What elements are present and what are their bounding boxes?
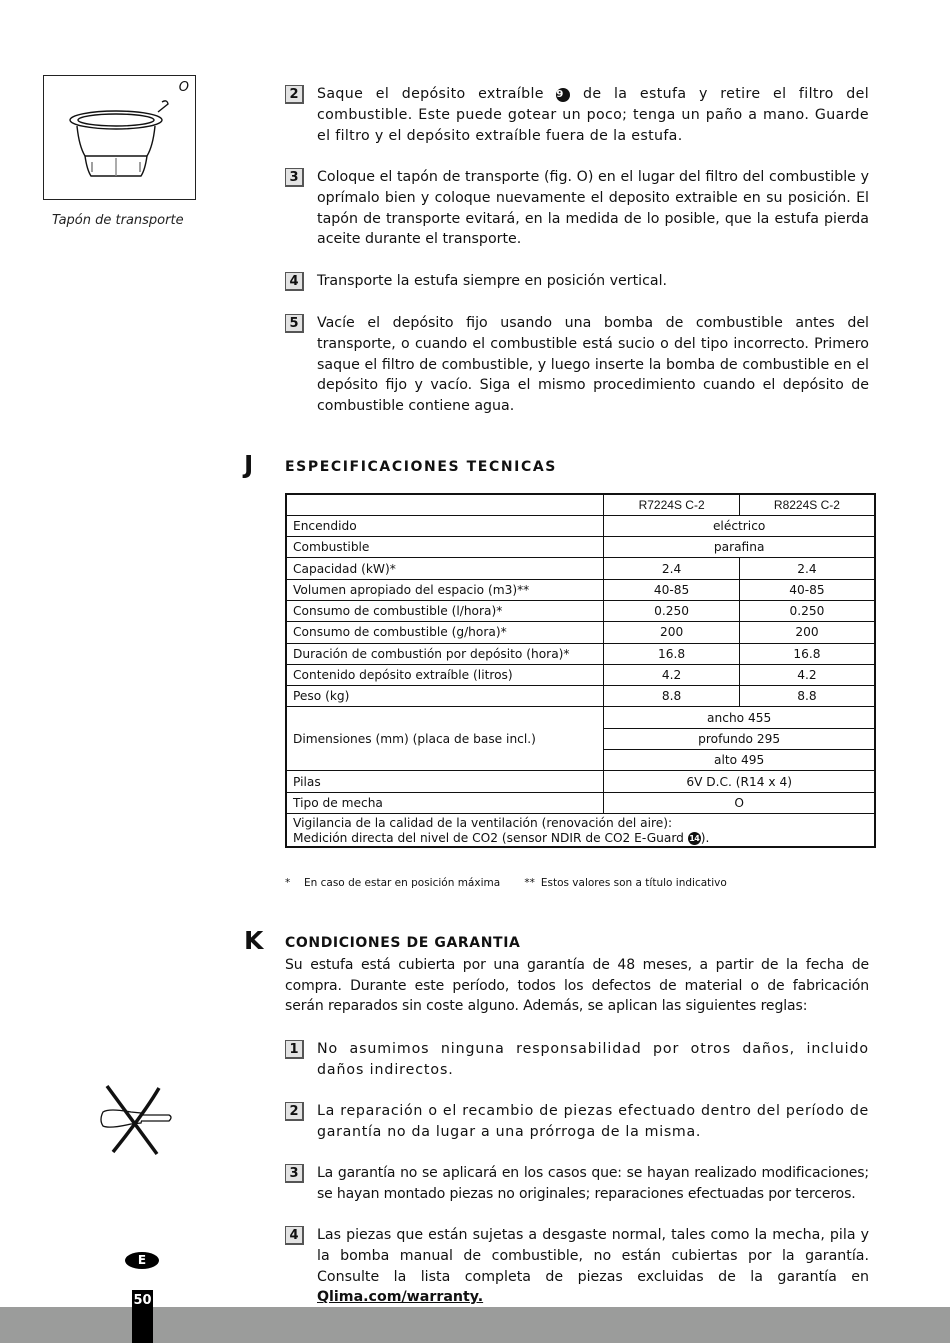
specifications-table bbox=[285, 493, 876, 848]
row-label: Capacidad (kW)* bbox=[286, 558, 604, 579]
row-value: 8.8 bbox=[739, 686, 875, 707]
table-row-dimensions bbox=[286, 707, 875, 728]
section-k-title: CONDICIONES DE GARANTIA bbox=[285, 935, 521, 951]
dimension-depth: profundo 295 bbox=[604, 728, 875, 749]
row-label: Combustible bbox=[286, 537, 604, 558]
figure-letter: O bbox=[178, 80, 189, 95]
row-label: Volumen apropiado del espacio (m3)** bbox=[286, 579, 604, 600]
row-value: 4.2 bbox=[604, 664, 740, 685]
row-label: Consumo de combustible (g/hora)* bbox=[286, 622, 604, 643]
part-ref-9-icon: 9 bbox=[556, 88, 570, 102]
rule-number: 2 bbox=[285, 1102, 304, 1121]
figure-o-box bbox=[43, 75, 196, 200]
row-value: 8.8 bbox=[604, 686, 740, 707]
row-value: 0.250 bbox=[739, 600, 875, 621]
step-4 bbox=[285, 271, 869, 292]
section-k-letter: K bbox=[244, 926, 264, 955]
step-text: Coloque el tapón de transporte (fig. O) en el lugar del filtro del combustible y oprímalo bien y coloque nuevamente el deposito extraible en su posición. El tapón de transporte evitará, en la medida de lo posible, que la estufa pierda aceite durante el transporte. bbox=[317, 169, 869, 248]
step-number: 5 bbox=[285, 314, 304, 333]
table-note-row bbox=[286, 813, 875, 847]
figure-caption: Tapón de transporte bbox=[52, 213, 184, 228]
model-header: R8224S C-2 bbox=[739, 494, 875, 515]
step-3 bbox=[285, 167, 869, 250]
step-2 bbox=[285, 84, 869, 146]
table-row bbox=[286, 579, 875, 600]
table-header-row bbox=[286, 494, 875, 515]
footnote: * En caso de estar en posición máxima bbox=[285, 877, 501, 889]
no-screwdriver-icon bbox=[95, 1082, 177, 1158]
rule-number: 1 bbox=[285, 1040, 304, 1059]
table-row bbox=[286, 600, 875, 621]
step-text: Vacíe el depósito fijo usando una bomba de combustible antes del transporte, o cuando el combustible está sucio o del tipo incorrecto. Primero saque el filtro de combustible, y luego inserte la bomba de combustible en el depósito fijo y vacío. Siga el mismo procedimiento cuando el depósito de combustible contiene agua. bbox=[317, 315, 869, 415]
warranty-rule-3 bbox=[285, 1163, 869, 1205]
row-value: 0.250 bbox=[604, 600, 740, 621]
row-label: Consumo de combustible (l/hora)* bbox=[286, 600, 604, 621]
rule-text: No asumimos ninguna responsabilidad por otros daños, incluido daños indirectos. bbox=[317, 1041, 869, 1078]
step-text: Saque el depósito extraíble 9 de la estufa y retire el filtro del combustible. Este puede gotear un poco; tenga un paño a mano. Guarde el filtro y el depósito extraíble fuera de la estufa. bbox=[317, 86, 869, 144]
table-row bbox=[286, 686, 875, 707]
table-header-blank bbox=[286, 494, 604, 515]
warranty-rule-2 bbox=[285, 1101, 869, 1143]
row-label: Duración de combustión por depósito (hora)* bbox=[286, 643, 604, 664]
warranty-rule-4 bbox=[285, 1225, 869, 1308]
model-header: R7224S C-2 bbox=[604, 494, 740, 515]
table-row bbox=[286, 664, 875, 685]
step-number: 2 bbox=[285, 85, 304, 104]
row-value: 16.8 bbox=[604, 643, 740, 664]
row-value: 40-85 bbox=[739, 579, 875, 600]
language-badge: E bbox=[125, 1252, 159, 1269]
step-number: 4 bbox=[285, 272, 304, 291]
rule-number: 4 bbox=[285, 1226, 304, 1245]
footnote: ** Estos valores son a título indicativo bbox=[524, 877, 727, 889]
row-label: Encendido bbox=[286, 515, 604, 536]
rule-number: 3 bbox=[285, 1164, 304, 1183]
warranty-rule-1 bbox=[285, 1039, 869, 1081]
row-value: 200 bbox=[739, 622, 875, 643]
table-row bbox=[286, 537, 875, 558]
row-value: eléctrico bbox=[604, 515, 875, 536]
rule-text: La garantía no se aplicará en los casos que: se hayan realizado modificaciones; se hayan montado piezas no originales; reparaciones efectuadas por terceros. bbox=[317, 1165, 869, 1202]
step-text: Transporte la estufa siempre en posición vertical. bbox=[317, 273, 668, 289]
table-row bbox=[286, 643, 875, 664]
section-j-title: ESPECIFICACIONES TECNICAS bbox=[285, 459, 557, 475]
table-row bbox=[286, 771, 875, 792]
row-label: Peso (kg) bbox=[286, 686, 604, 707]
dimension-width: ancho 455 bbox=[604, 707, 875, 728]
step-number: 3 bbox=[285, 168, 304, 187]
row-value: O bbox=[604, 792, 875, 813]
row-value: 2.4 bbox=[739, 558, 875, 579]
row-label: Pilas bbox=[286, 771, 604, 792]
table-row bbox=[286, 558, 875, 579]
section-j-letter: J bbox=[244, 450, 254, 479]
page-number: 50 bbox=[132, 1290, 153, 1343]
ventilation-note: Vigilancia de la calidad de la ventilación (renovación del aire): Medición directa del nivel de CO2 (sensor NDIR de CO2 E-Guard 14). bbox=[286, 813, 875, 847]
warranty-intro: Su estufa está cubierta por una garantía de 48 meses, a partir de la fecha de compra. Durante este período, todos los defectos de material o de fabricación serán reparados sin coste alguno. Además, se aplican las siguientes reglas: bbox=[285, 957, 869, 1015]
part-ref-14-icon: 14 bbox=[689, 833, 700, 843]
transport-plug-icon bbox=[64, 90, 174, 185]
row-value: 2.4 bbox=[604, 558, 740, 579]
rule-text: Las piezas que están sujetas a desgaste normal, tales como la mecha, pila y la bomba manual de combustible, no están cubiertas por la garantía. Consulte la lista completa de piezas excluidas de la garantía en Qlima.com/warranty. bbox=[317, 1227, 869, 1306]
step-5 bbox=[285, 313, 869, 417]
table-row bbox=[286, 515, 875, 536]
row-value: 4.2 bbox=[739, 664, 875, 685]
table-row bbox=[286, 792, 875, 813]
row-value: 40-85 bbox=[604, 579, 740, 600]
table-footnotes bbox=[285, 877, 727, 889]
row-value: 6V D.C. (R14 x 4) bbox=[604, 771, 875, 792]
warranty-link[interactable]: Qlima.com/warranty. bbox=[317, 1289, 484, 1306]
row-label: Tipo de mecha bbox=[286, 792, 604, 813]
table-row bbox=[286, 622, 875, 643]
row-value: 16.8 bbox=[739, 643, 875, 664]
row-label: Dimensiones (mm) (placa de base incl.) bbox=[286, 707, 604, 771]
rule-text: La reparación o el recambio de piezas efectuado dentro del período de garantía no da lugar a una prórroga de la misma. bbox=[317, 1103, 869, 1140]
row-value: 200 bbox=[604, 622, 740, 643]
dimension-height: alto 495 bbox=[604, 750, 875, 771]
row-value: parafina bbox=[604, 537, 875, 558]
row-label: Contenido depósito extraíble (litros) bbox=[286, 664, 604, 685]
